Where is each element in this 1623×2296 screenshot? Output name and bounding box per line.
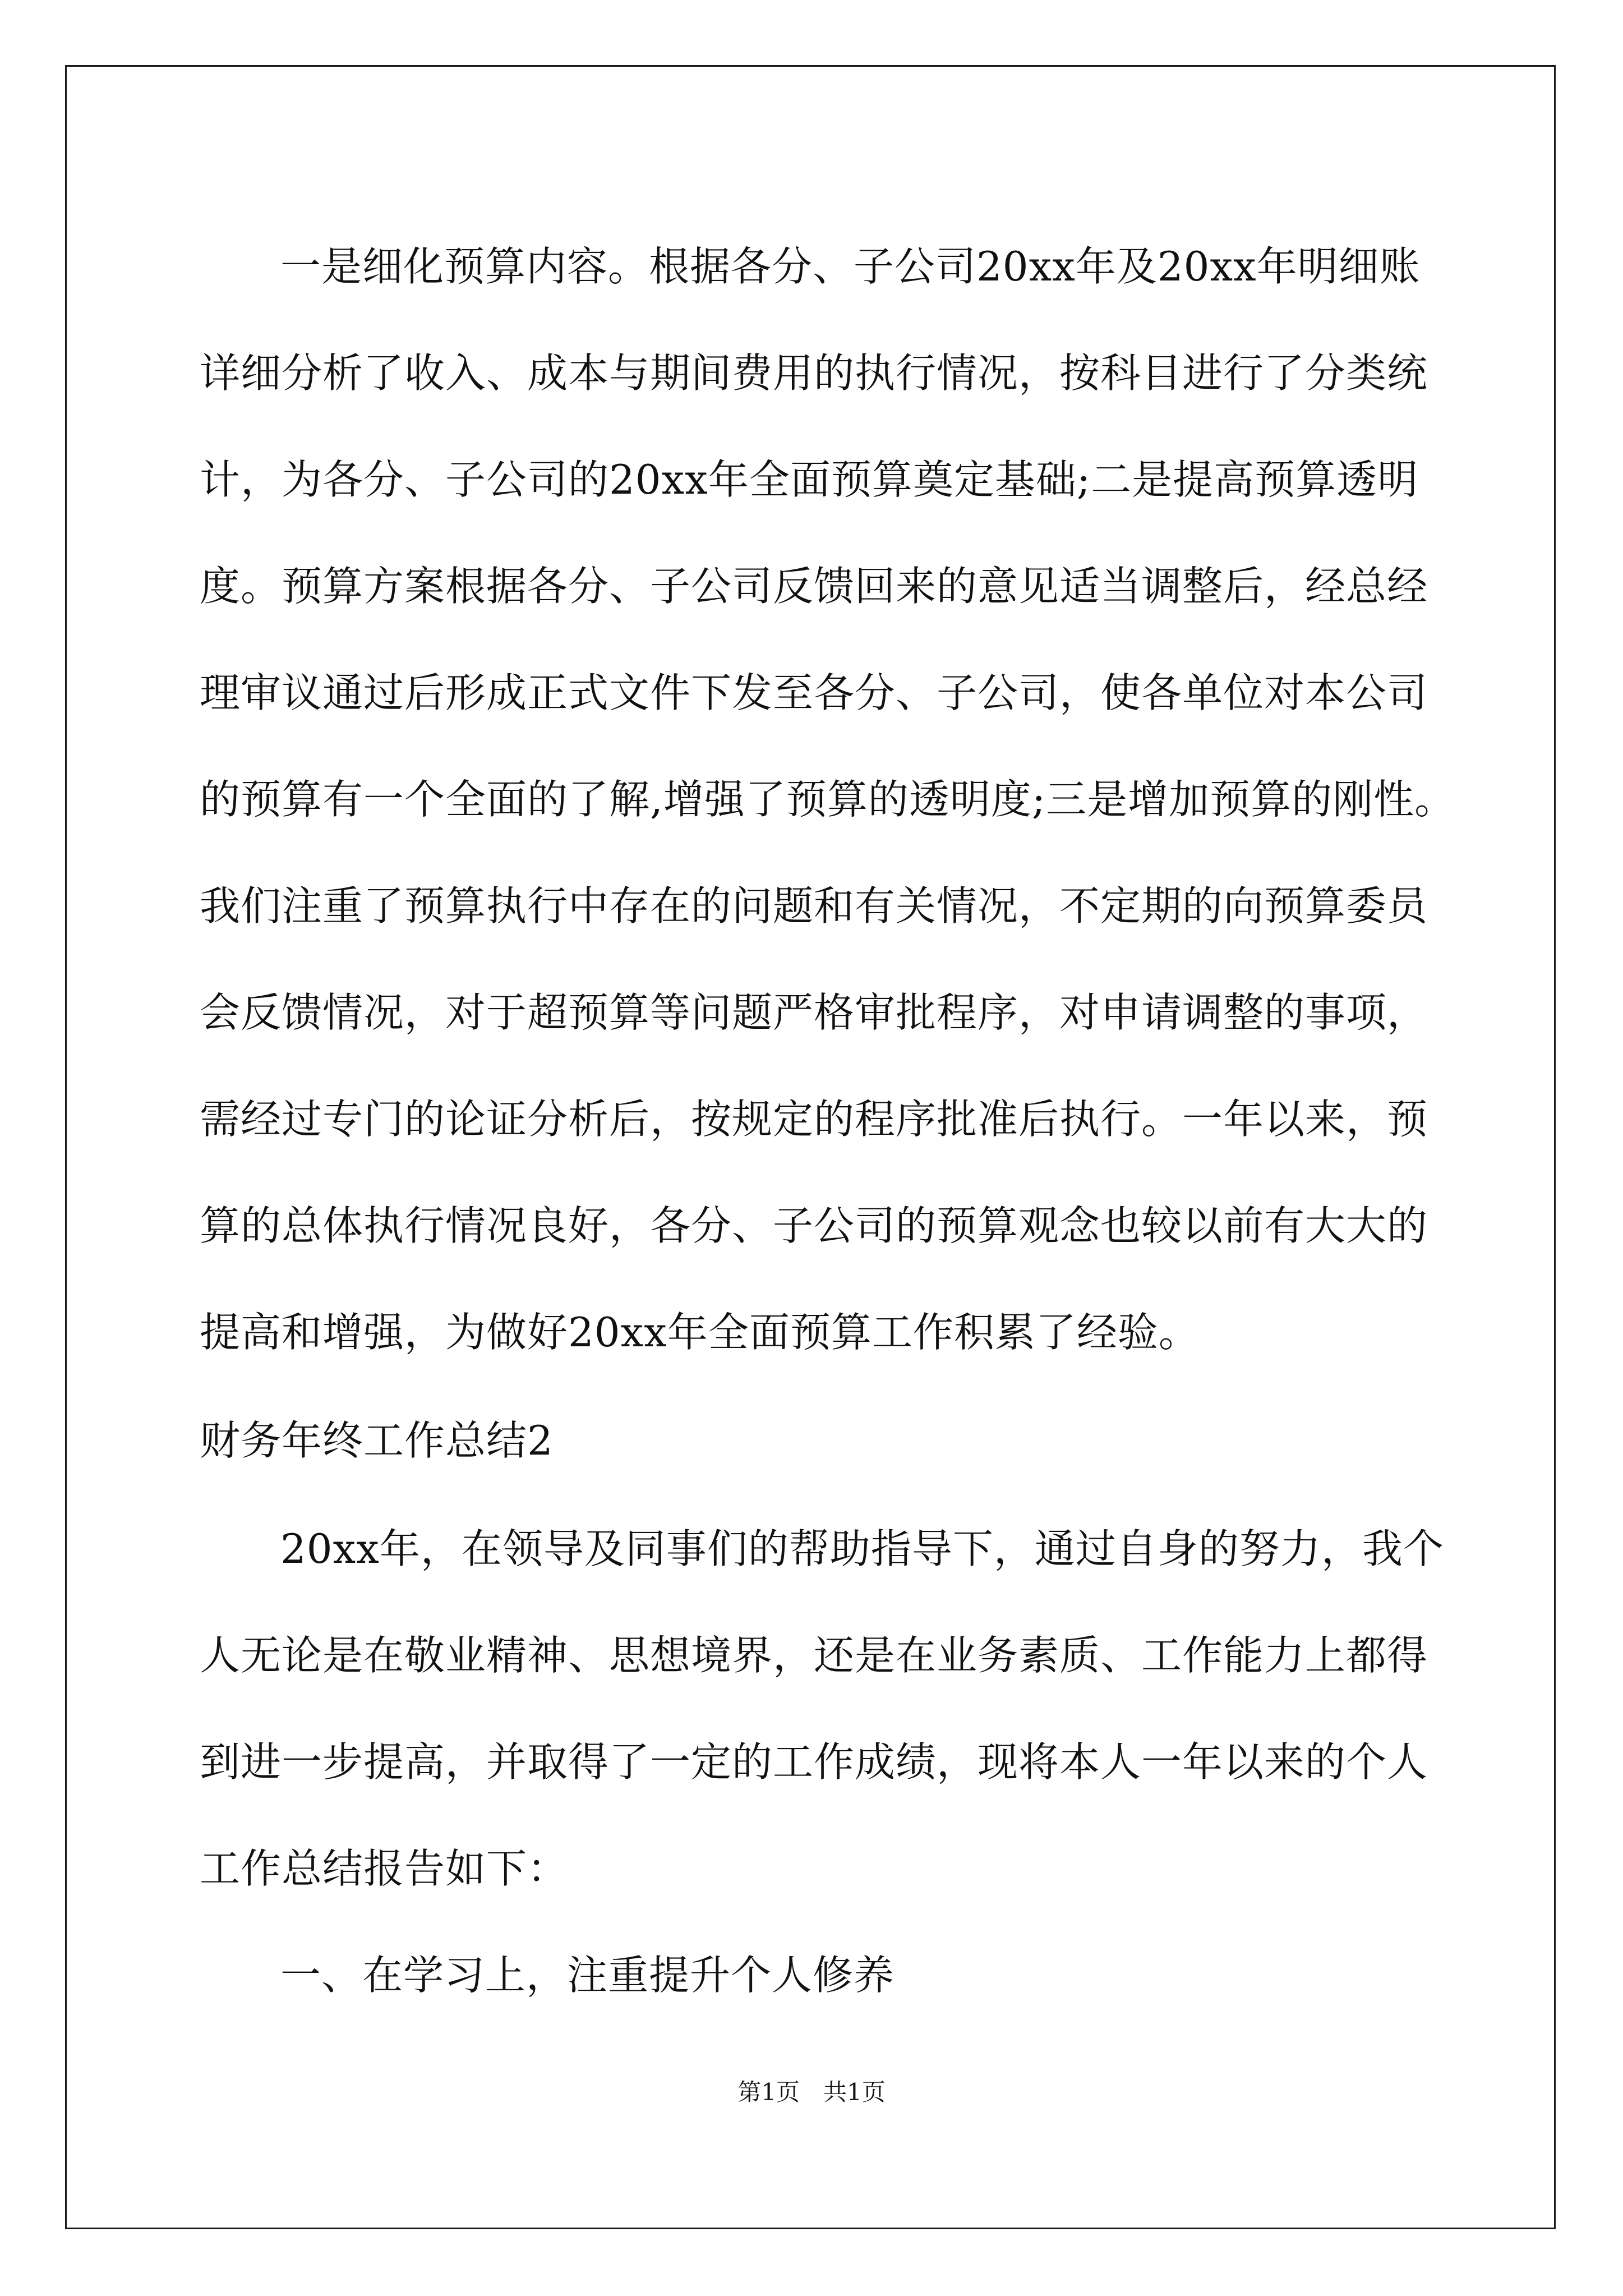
paragraph-line: 理审议通过后形成正式文件下发至各分、子公司，使各单位对本公司: [200, 669, 1428, 716]
section-heading: 财务年终工作总结2: [200, 1417, 554, 1464]
page-footer: [0, 2076, 1623, 2109]
paragraph-line: 20xx年，在领导及同事们的帮助指导下，通过自身的努力，我个: [280, 1525, 1444, 1572]
paragraph-line: 详细分析了收入、成本与期间费用的执行情况，按科目进行了分类统: [200, 349, 1428, 397]
paragraph-line: 提高和增强，为做好20xx年全面预算工作积累了经验。: [200, 1309, 1200, 1356]
paragraph-line: 一是细化预算内容。根据各分、子公司20xx年及20xx年明细账: [280, 243, 1421, 290]
paragraph-line: 会反馈情况，对于超预算等问题严格审批程序，对申请调整的事项，: [200, 989, 1428, 1036]
paragraph-line: 人无论是在敬业精神、思想境界，还是在业务素质、工作能力上都得: [200, 1632, 1428, 1679]
document-body: [200, 213, 1456, 2028]
paragraph-line: 度。预算方案根据各分、子公司反馈回来的意见适当调整后，经总经: [200, 563, 1428, 610]
paragraph-line: 工作总结报告如下：: [200, 1845, 569, 1892]
paragraph-line: 到进一步提高，并取得了一定的工作成绩，现将本人一年以来的个人: [200, 1738, 1428, 1786]
paragraph-line: 需经过专门的论证分析后，按规定的程序批准后执行。一年以来，预: [200, 1096, 1428, 1143]
paragraph-line: 的预算有一个全面的了解,增强了预算的透明度;三是增加预算的刚性。: [200, 776, 1456, 823]
page-number-total: 共1页: [823, 2078, 886, 2106]
paragraph-line: 计，为各分、子公司的20xx年全面预算奠定基础;二是提高预算透明: [200, 456, 1419, 503]
subsection-heading: 一、在学习上，注重提升个人修养: [280, 1952, 895, 1999]
paragraph-line: 算的总体执行情况良好，各分、子公司的预算观念也较以前有大大的: [200, 1202, 1428, 1249]
page-number-current: 第1页: [737, 2078, 800, 2106]
paragraph-line: 我们注重了预算执行中存在的问题和有关情况，不定期的向预算委员: [200, 882, 1428, 930]
